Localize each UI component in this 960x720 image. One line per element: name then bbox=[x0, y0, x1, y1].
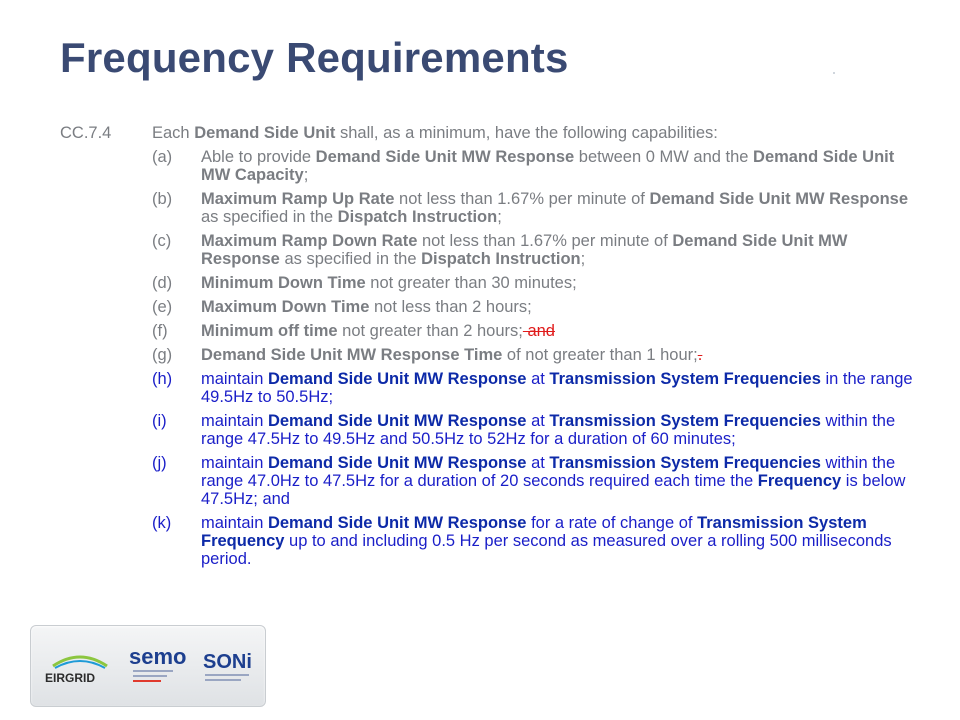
defined-term: Demand Side Unit MW Response bbox=[201, 346, 460, 364]
requirement-text-segment: not less than 2 hours; bbox=[369, 298, 532, 316]
requirement-item bbox=[152, 148, 920, 184]
decorative-dot bbox=[833, 72, 835, 74]
requirement-label: (c) bbox=[152, 232, 172, 250]
requirement-label: (j) bbox=[152, 454, 167, 472]
logo-panel bbox=[30, 625, 266, 707]
soni-tagline-line bbox=[205, 679, 241, 681]
requirement-item bbox=[152, 322, 920, 340]
defined-term: Minimum off time bbox=[201, 322, 338, 340]
slide-title: Frequency Requirements bbox=[60, 34, 569, 81]
requirement-label: (e) bbox=[152, 298, 173, 316]
requirement-text-segment: as specified in the bbox=[201, 208, 338, 226]
soni-logo bbox=[199, 644, 257, 692]
defined-term: Demand Side Unit MW Response bbox=[201, 232, 848, 268]
requirement-text-segment: maintain bbox=[201, 454, 268, 472]
requirement-text-segment: within the range 47.0Hz to 47.5Hz for a duration of 20 seconds required each time the bbox=[201, 454, 896, 490]
defined-term: Maximum Ramp Down Rate bbox=[201, 232, 418, 250]
requirement-text bbox=[201, 412, 920, 448]
requirement-text-segment: is below 47.5Hz; and bbox=[201, 472, 906, 508]
requirement-label: (b) bbox=[152, 190, 173, 208]
requirement-item bbox=[152, 346, 920, 364]
semo-tagline-line-accent bbox=[133, 680, 161, 682]
requirement-item bbox=[152, 232, 920, 268]
requirement-text bbox=[201, 298, 920, 316]
requirement-label: (h) bbox=[152, 370, 173, 388]
requirement-text-segment: maintain bbox=[201, 412, 268, 430]
requirement-text-segment: ; bbox=[303, 166, 309, 184]
semo-wordmark: semo bbox=[129, 644, 187, 669]
clause-heading bbox=[60, 124, 920, 142]
requirement-text-segment: within the range 47.5Hz to 49.5Hz and 50.5Hz to 52Hz for a duration of 60 minutes; bbox=[201, 412, 896, 448]
defined-term: Minimum Down Time bbox=[201, 274, 366, 292]
requirement-text-segment: of not greater than 1 hour; bbox=[502, 346, 698, 364]
requirement-text-segment: for a rate of change of bbox=[526, 514, 698, 532]
defined-term: Time bbox=[464, 346, 503, 364]
requirement-label: (g) bbox=[152, 346, 173, 364]
requirement-text-segment: in the range 49.5Hz to 50.5Hz; bbox=[201, 370, 913, 406]
requirement-text-segment: not less than 1.67% per minute of bbox=[394, 190, 650, 208]
requirement-text-segment: not greater than 30 minutes; bbox=[365, 274, 577, 292]
clause-intro-text: Each bbox=[152, 124, 195, 142]
deleted-text: . bbox=[697, 346, 703, 364]
requirement-item bbox=[152, 298, 920, 316]
defined-term: Demand Side Unit MW Response bbox=[315, 148, 575, 166]
semo-logo bbox=[127, 642, 193, 692]
requirement-text-segment: at bbox=[526, 454, 550, 472]
defined-term: Dispatch Instruction bbox=[421, 250, 581, 268]
requirement-text-segment: not greater than 2 hours; bbox=[337, 322, 523, 340]
requirement-text bbox=[201, 322, 920, 340]
requirement-label: (a) bbox=[152, 148, 173, 166]
defined-term: Frequency bbox=[757, 472, 842, 490]
requirement-text-segment: not less than 1.67% per minute of bbox=[417, 232, 673, 250]
defined-term: Transmission System Frequencies bbox=[549, 454, 821, 472]
requirement-label: (k) bbox=[152, 514, 172, 532]
defined-term: Demand Side Unit MW Response bbox=[267, 412, 527, 430]
requirement-text-segment: maintain bbox=[201, 370, 268, 388]
requirement-text-segment: as specified in the bbox=[279, 250, 422, 268]
requirement-label: (d) bbox=[152, 274, 173, 292]
defined-term: Dispatch Instruction bbox=[337, 208, 498, 226]
clause-block bbox=[60, 124, 920, 574]
defined-term: Demand Side Unit MW Response bbox=[649, 190, 908, 208]
requirement-text-segment: up to and including 0.5 Hz per second as measured over a rolling 500 milliseconds period. bbox=[201, 532, 892, 568]
requirement-text-segment: maintain bbox=[201, 514, 268, 532]
soni-tagline-line bbox=[205, 674, 249, 676]
requirement-item bbox=[152, 412, 920, 448]
requirement-item bbox=[152, 274, 920, 292]
deleted-text: and bbox=[522, 322, 555, 340]
requirement-text-segment: between 0 MW and the bbox=[574, 148, 754, 166]
defined-term: Transmission System Frequencies bbox=[549, 412, 821, 430]
requirement-text-segment: ; bbox=[497, 208, 502, 226]
defined-term: Demand Side Unit MW Capacity bbox=[201, 148, 895, 184]
defined-term: Transmission System Frequencies bbox=[549, 370, 821, 388]
requirement-text bbox=[201, 274, 920, 292]
eirgrid-logo bbox=[41, 644, 119, 692]
defined-term: Demand Side Unit MW Response bbox=[267, 454, 527, 472]
requirement-text-segment: at bbox=[526, 370, 550, 388]
requirement-item bbox=[152, 454, 920, 508]
requirement-text bbox=[201, 370, 920, 406]
clause-intro-term: Demand Side Unit bbox=[194, 124, 336, 142]
defined-term: Demand Side Unit MW Response bbox=[267, 514, 527, 532]
requirement-text bbox=[201, 232, 920, 268]
eirgrid-wordmark: EIRGRID bbox=[45, 671, 96, 685]
requirement-item bbox=[152, 370, 920, 406]
requirement-text bbox=[201, 190, 920, 226]
defined-term: Maximum Down Time bbox=[201, 298, 370, 316]
requirement-text bbox=[201, 514, 920, 568]
defined-term: Maximum Ramp Up Rate bbox=[201, 190, 395, 208]
requirement-text bbox=[201, 346, 920, 364]
clause-intro bbox=[152, 124, 718, 142]
requirement-text-segment: at bbox=[526, 412, 550, 430]
defined-term: Demand Side Unit MW Response bbox=[267, 370, 527, 388]
defined-term: Transmission System Frequency bbox=[201, 514, 867, 550]
requirement-text-segment: ; bbox=[580, 250, 586, 268]
clause-number: CC.7.4 bbox=[60, 124, 112, 142]
soni-wordmark: SONi bbox=[203, 651, 252, 673]
requirement-item bbox=[152, 190, 920, 226]
clause-intro-text-end: shall, as a minimum, have the following capabilities: bbox=[335, 124, 718, 142]
requirement-text bbox=[201, 454, 920, 508]
requirement-text bbox=[201, 148, 920, 184]
requirement-item bbox=[152, 514, 920, 568]
semo-tagline-line bbox=[133, 675, 167, 677]
requirement-label: (i) bbox=[152, 412, 167, 430]
semo-tagline-line bbox=[133, 670, 173, 672]
requirement-label: (f) bbox=[152, 322, 168, 340]
requirements-list bbox=[60, 148, 920, 568]
requirement-text-segment: Able to provide bbox=[201, 148, 316, 166]
